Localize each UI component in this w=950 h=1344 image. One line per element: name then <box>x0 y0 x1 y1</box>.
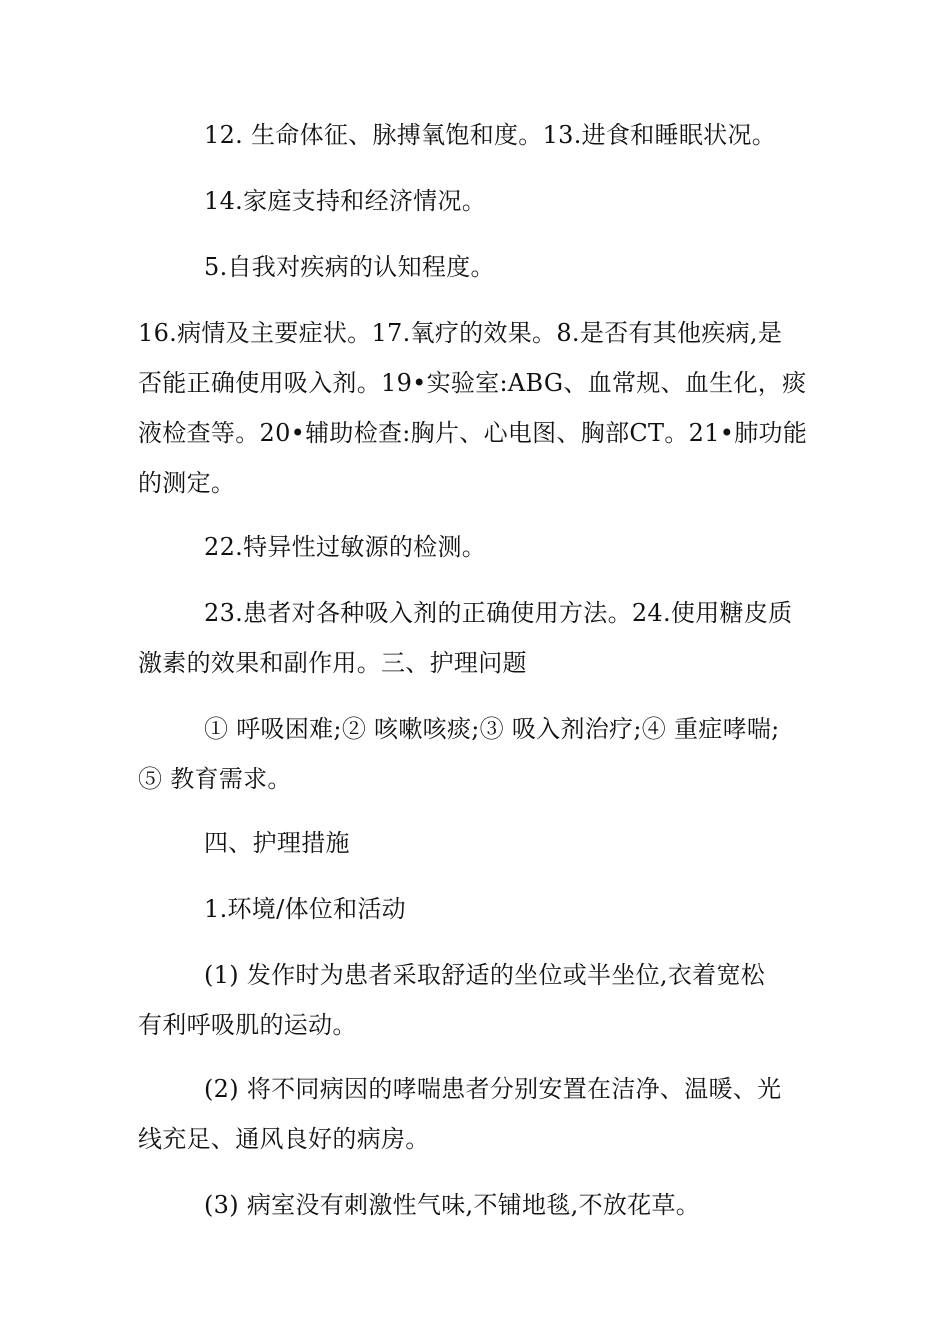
paragraph-family-support <box>138 176 828 226</box>
paragraph-measure-2 <box>138 1064 828 1164</box>
text-line: (1) 发作时为患者采取舒适的坐位或半坐位,衣着宽松 <box>204 961 766 989</box>
text-line: 激素的效果和副作用。三、护理问题 <box>138 649 527 677</box>
text-line: 23.患者对各种吸入剂的正确使用方法。24.使用糖皮质 <box>204 599 793 627</box>
subheading-environment <box>138 884 828 934</box>
text-line: 5.自我对疾病的认知程度。 <box>204 253 495 281</box>
paragraph-vital-signs <box>138 110 828 160</box>
section-heading-nursing-measures <box>138 818 828 868</box>
text-line: 12. 生命体征、脉搏氧饱和度。13.进食和睡眠状况。 <box>204 121 777 149</box>
text-line: 1.环境/体位和活动 <box>204 895 406 923</box>
text-line: 14.家庭支持和经济情况。 <box>204 187 487 215</box>
text-line: 线充足、通风良好的病房。 <box>138 1125 430 1153</box>
paragraph-measure-1 <box>138 950 828 1050</box>
paragraph-symptoms-exams <box>138 308 828 508</box>
text-line: (2) 将不同病因的哮喘患者分别安置在洁净、温暖、光 <box>204 1075 782 1103</box>
text-line: 16.病情及主要症状。17.氧疗的效果。8.是否有其他疾病,是 <box>138 319 783 347</box>
text-line: 否能正确使用吸入剂。19•实验室:ABG、血常规、血生化，痰 <box>138 369 807 397</box>
text-line: ⑤ 教育需求。 <box>138 765 292 793</box>
text-line: 液检查等。20•辅助检查:胸片、心电图、胸部CT。21•肺功能 <box>138 419 808 447</box>
paragraph-inhaler-usage <box>138 588 828 688</box>
paragraph-self-awareness <box>138 242 828 292</box>
text-line: 22.特异性过敏源的检测。 <box>204 533 487 561</box>
text-line: (3) 病室没有刺激性气味,不铺地毯,不放花草。 <box>204 1191 701 1219</box>
text-line: 有利呼吸肌的运动。 <box>138 1011 357 1039</box>
text-line: ① 呼吸困难;② 咳嗽咳痰;③ 吸入剂治疗;④ 重症哮喘; <box>204 715 780 743</box>
paragraph-allergen-test <box>138 522 828 572</box>
paragraph-measure-3 <box>138 1180 828 1230</box>
text-line: 的测定。 <box>138 469 236 497</box>
paragraph-nursing-problems <box>138 704 828 804</box>
text-line: 四、护理措施 <box>204 829 350 857</box>
